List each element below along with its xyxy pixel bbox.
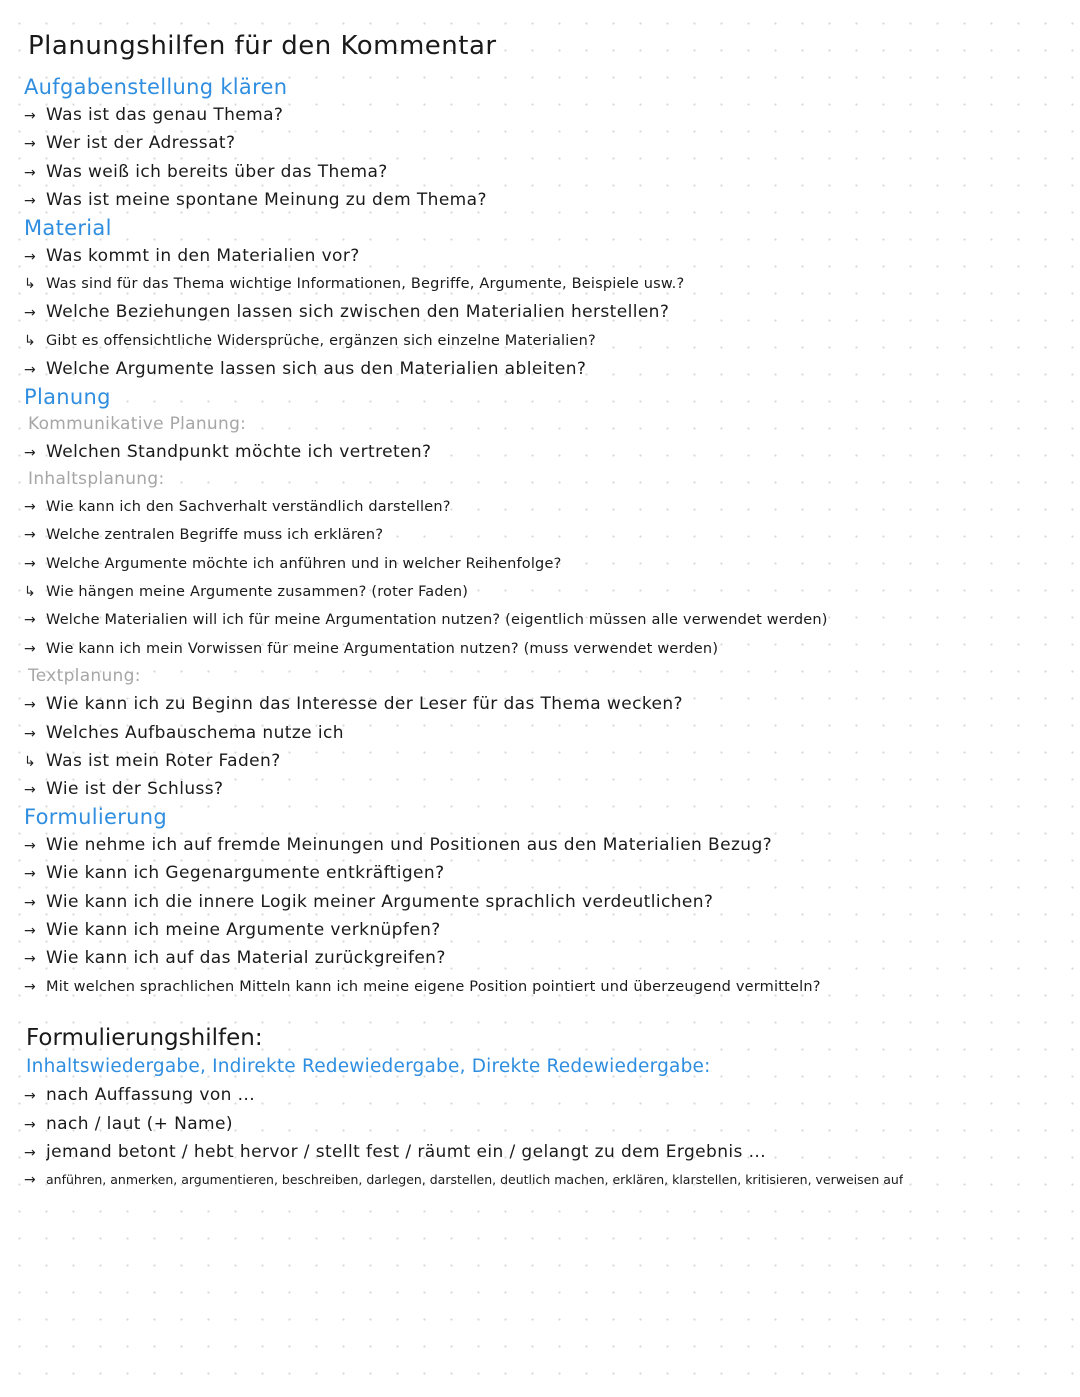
list-item — [24, 916, 1074, 944]
list-item-text: Wie kann ich meine Argumente verknüpfen? — [46, 919, 441, 940]
list-item — [24, 635, 1074, 663]
list-item — [24, 493, 1074, 521]
question-list — [24, 690, 1074, 804]
arrow-icon: → — [24, 612, 36, 629]
arrow-icon: → — [24, 1144, 37, 1161]
arrow-icon: → — [24, 498, 36, 515]
question-list — [24, 242, 1074, 384]
list-item — [24, 1138, 1074, 1166]
list-item-text: Mit welchen sprachlichen Mitteln kann ich meine eigene Position pointiert und überzeugend vermitteln? — [46, 978, 821, 995]
list-item — [24, 438, 1074, 466]
list-item — [24, 298, 1074, 326]
arrow-icon: → — [24, 697, 37, 714]
phrase-list — [24, 1081, 1074, 1195]
list-item — [24, 355, 1074, 383]
arrow-icon: → — [24, 108, 37, 124]
list-item — [24, 270, 1074, 298]
arrow-icon: → — [24, 248, 37, 265]
list-item-text: nach Auffassung von ... — [46, 1085, 256, 1106]
section-heading: Formulierungshilfen: — [26, 1025, 263, 1052]
list-item-text: Wer ist der Adressat? — [46, 133, 236, 154]
arrow-icon: → — [24, 640, 36, 657]
list-item — [24, 521, 1074, 549]
arrow-icon: → — [24, 978, 36, 995]
list-item — [24, 719, 1074, 747]
list-item-text: Was kommt in den Materialien vor? — [46, 245, 360, 266]
list-item — [24, 944, 1074, 972]
subsection-heading: Kommunikative Planung: — [28, 413, 247, 434]
section-formulierungshilfen — [24, 1023, 1074, 1195]
subsection-heading: Textplanung: — [28, 666, 141, 687]
list-item — [24, 242, 1074, 270]
arrow-icon: → — [24, 193, 37, 210]
list-item-text: Welche zentralen Begriffe muss ich erklären? — [46, 527, 384, 544]
section-aufgabenstellung — [24, 74, 1074, 215]
arrow-icon: → — [24, 951, 37, 968]
question-list — [24, 493, 1074, 663]
list-item — [24, 831, 1074, 859]
list-item-text: Was ist das genau Thema? — [46, 105, 284, 125]
list-item-text: Wie kann ich den Sachverhalt verständlich darstellen? — [46, 498, 451, 515]
list-item-text: jemand betont / hebt hervor / stellt fest / räumt ein / gelangt zu dem Ergebnis ... — [46, 1141, 767, 1162]
list-item-text: Was ist meine spontane Meinung zu dem Thema? — [46, 190, 487, 211]
page-title: Planungshilfen für den Kommentar — [28, 31, 497, 61]
arrow-icon: → — [24, 725, 37, 742]
list-item — [24, 973, 1074, 1001]
arrow-icon: → — [24, 1088, 37, 1105]
list-item-text: Wie hängen meine Argumente zusammen? (roter Faden) — [46, 584, 469, 601]
list-item — [24, 606, 1074, 634]
list-item-text: Welche Argumente möchte ich anführen und in welcher Reihenfolge? — [46, 555, 562, 572]
question-list — [24, 438, 1074, 466]
list-item-text: Wie ist der Schluss? — [46, 779, 224, 800]
subsection-heading: Inhaltswiedergabe, Indirekte Redewiedergabe, Direkte Redewiedergabe: — [26, 1056, 711, 1078]
list-item — [24, 186, 1074, 214]
list-item-text: nach / laut (+ Name) — [46, 1113, 233, 1134]
list-item-text: Wie kann ich zu Beginn das Interesse der Leser für das Thema wecken? — [46, 694, 683, 715]
list-item-text: Welchen Standpunkt möchte ich vertreten? — [46, 441, 432, 462]
section-material — [24, 215, 1074, 384]
spacer — [24, 1001, 1074, 1023]
list-item — [24, 690, 1074, 718]
arrow-icon: → — [24, 136, 37, 153]
question-list — [24, 831, 1074, 1001]
list-item-text: Was sind für das Thema wichtige Informationen, Begriffe, Argumente, Beispiele usw.? — [46, 275, 685, 292]
arrow-icon: → — [24, 1172, 36, 1189]
question-list — [24, 101, 1074, 215]
list-item-text: Wie kann ich Gegenargumente entkräftigen? — [46, 863, 445, 884]
return-arrow-icon: ↳ — [24, 584, 36, 601]
list-item — [24, 775, 1074, 803]
section-heading: Formulierung — [24, 804, 167, 829]
notes-page — [24, 28, 1074, 1195]
section-heading: Planung — [24, 384, 111, 409]
list-item-text: Wie nehme ich auf fremde Meinungen und Positionen aus den Materialien Bezug? — [46, 834, 773, 855]
section-planung — [24, 384, 1074, 804]
list-item — [24, 550, 1074, 578]
list-item-text: Wie kann ich mein Vorwissen für meine Argumentation nutzen? (muss verwendet werden) — [46, 640, 719, 657]
arrow-icon: → — [24, 527, 36, 544]
section-formulierung — [24, 804, 1074, 1001]
list-item — [24, 129, 1074, 157]
list-item-text: Welche Materialien will ich für meine Argumentation nutzen? (eigentlich müssen alle verwendet werden) — [46, 612, 828, 629]
arrow-icon: → — [24, 1116, 37, 1133]
list-item-text: Wie kann ich auf das Material zurückgreifen? — [46, 948, 446, 969]
list-item — [24, 158, 1074, 186]
list-item-text: anführen, anmerken, argumentieren, beschreiben, darlegen, darstellen, deutlich machen, erklären, klarstellen, kritisieren, verweisen auf — [46, 1172, 904, 1188]
list-item — [24, 1166, 1074, 1194]
list-item — [24, 1110, 1074, 1138]
list-item — [24, 578, 1074, 606]
list-item — [24, 747, 1074, 775]
list-item-text: Wie kann ich die innere Logik meiner Argumente sprachlich verdeutlichen? — [46, 891, 714, 912]
arrow-icon: → — [24, 164, 37, 181]
section-heading: Material — [24, 215, 112, 240]
list-item-text: Gibt es offensichtliche Widersprüche, ergänzen sich einzelne Materialien? — [46, 332, 596, 349]
arrow-icon: → — [24, 555, 36, 572]
list-item-text: Was ist mein Roter Faden? — [46, 751, 281, 772]
list-item-text: Welche Beziehungen lassen sich zwischen den Materialien herstellen? — [46, 302, 670, 323]
arrow-icon: → — [24, 837, 37, 854]
arrow-icon: → — [24, 362, 37, 379]
list-item — [24, 1081, 1074, 1109]
arrow-icon: → — [24, 444, 37, 461]
list-item — [24, 888, 1074, 916]
list-item-text: Welches Aufbauschema nutze ich — [46, 722, 344, 743]
arrow-icon: → — [24, 866, 37, 883]
return-arrow-icon: ↳ — [24, 754, 37, 771]
arrow-icon: → — [24, 894, 37, 911]
return-arrow-icon: ↳ — [24, 275, 36, 292]
list-item — [24, 327, 1074, 355]
subsection-heading: Inhaltsplanung: — [28, 468, 165, 489]
arrow-icon: → — [24, 782, 37, 799]
list-item-text: Welche Argumente lassen sich aus den Materialien ableiten? — [46, 359, 587, 380]
list-item — [24, 859, 1074, 887]
arrow-icon: → — [24, 922, 37, 939]
list-item-text: Was weiß ich bereits über das Thema? — [46, 161, 388, 182]
arrow-icon: → — [24, 305, 37, 322]
section-heading: Aufgabenstellung klären — [24, 75, 288, 99]
return-arrow-icon: ↳ — [24, 332, 36, 349]
list-item — [24, 101, 1074, 129]
